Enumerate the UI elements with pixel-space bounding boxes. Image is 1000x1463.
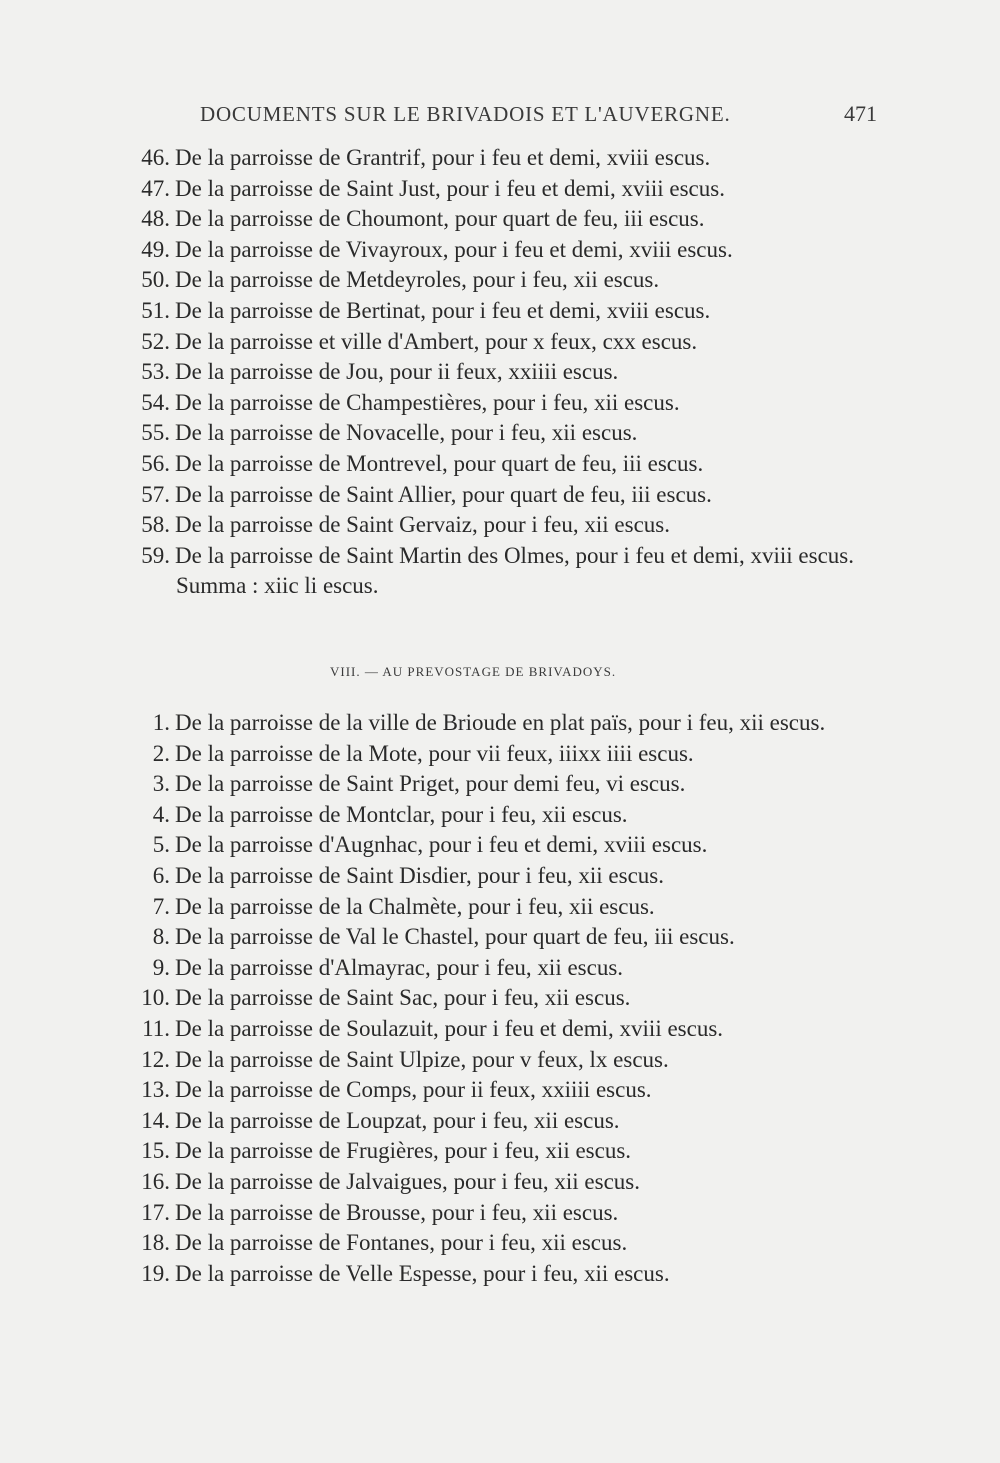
list-item [110,418,910,449]
list-item [110,327,910,358]
list-item [110,1259,910,1290]
item-text: De la parroisse de Vivayroux, pour i feu et demi, xviii escus. [175,236,733,262]
item-text: De la parroisse de Saint Disdier, pour i feu, xii escus. [175,862,664,888]
item-text: De la parroisse de Frugières, pour i feu, xii escus. [175,1138,632,1164]
list-item [110,739,910,770]
item-text: De la parroisse de Saint Gervaiz, pour i feu, xii escus. [175,512,670,538]
item-number: 7. [152,893,170,919]
item-text: De la parroisse de Saint Ulpize, pour v feux, lx escus. [175,1046,669,1072]
list-item [110,800,910,831]
list-item [110,861,910,892]
list-item [110,1198,910,1229]
list-item [110,830,910,861]
list-item [110,922,910,953]
parish-list-part-2 [110,708,910,1289]
item-number: 59. [141,542,170,568]
item-number: 53. [141,359,170,385]
item-text: De la parroisse de Fontanes, pour i feu, xii escus. [175,1230,628,1256]
item-number: 14. [141,1107,170,1133]
item-text: De la parroisse de Choumont, pour quart de feu, iii escus. [175,206,705,232]
running-header: DOCUMENTS SUR LE BRIVADOIS ET L'AUVERGNE. [200,102,731,126]
item-number: 46. [141,145,170,170]
item-text: De la parroisse d'Augnhac, pour i feu et demi, xviii escus. [175,832,708,858]
item-text: De la parroisse de Grantrif, pour i feu et demi, xviii escus. [175,145,711,170]
item-text: De la parroisse de Saint Priget, pour demi feu, vi escus. [175,771,686,797]
item-number: 56. [141,450,170,476]
list-item [110,388,910,419]
item-number: 47. [141,175,170,201]
item-text: De la parroisse de Val le Chastel, pour quart de feu, iii escus. [175,924,735,950]
item-text: De la parroisse de Novacelle, pour i feu, xii escus. [175,420,638,446]
item-text: De la parroisse de Soulazuit, pour i feu et demi, xviii escus. [175,1015,724,1041]
item-text: De la parroisse de la Chalmète, pour i feu, xii escus. [175,893,655,919]
list-item [110,265,910,296]
item-text: De la parroisse de Bertinat, pour i feu et demi, xviii escus. [175,297,711,323]
list-item [110,1136,910,1167]
list-item [110,1106,910,1137]
page-number: 471 [844,101,877,126]
item-number: 4. [152,801,170,827]
item-text: De la parroisse de la ville de Brioude en plat païs, pour i feu, xii escus. [175,710,826,735]
item-text: De la parroisse de Champestières, pour i feu, xii escus. [175,389,680,415]
list-item [110,480,910,511]
item-number: 2. [152,740,170,766]
item-text: De la parroisse de Saint Allier, pour quart de feu, iii escus. [175,481,712,507]
section-title: VIII. — AU PREVOSTAGE DE BRIVADOYS. [330,664,617,679]
item-text: De la parroisse de Comps, pour ii feux, xxiiii escus. [175,1077,652,1103]
list-item [110,1075,910,1106]
item-text: De la parroisse de Montclar, pour i feu, xii escus. [175,801,628,827]
list-item [110,953,910,984]
item-number: 54. [141,389,170,415]
item-number: 57. [141,481,170,507]
item-number: 12. [141,1046,170,1072]
item-text: De la parroisse de Saint Just, pour i feu et demi, xviii escus. [175,175,725,201]
item-number: 52. [141,328,170,354]
list-item [110,1045,910,1076]
list-item [110,235,910,266]
item-text: De la parroisse et ville d'Ambert, pour x feux, cxx escus. [175,328,698,354]
item-number: 50. [141,267,170,293]
list-item [110,174,910,205]
list-item [110,708,910,739]
list-item [110,357,910,388]
list-item [110,510,910,541]
item-text: De la parroisse de Saint Sac, pour i feu, xii escus. [175,985,631,1011]
item-number: 10. [141,985,170,1011]
item-number: 5. [152,832,170,858]
item-number: 19. [141,1260,170,1286]
item-number: 11. [142,1015,170,1041]
list-item [110,204,910,235]
item-number: 9. [152,954,170,980]
list-item [110,143,910,174]
item-number: 1. [152,710,170,735]
item-text: De la parroisse d'Almayrac, pour i feu, xii escus. [175,954,624,980]
list-item [110,541,910,572]
item-number: 8. [152,924,170,950]
item-text: De la parroisse de Velle Espesse, pour i feu, xii escus. [175,1260,670,1286]
item-number: 3. [152,771,170,797]
list-item [110,296,910,327]
list-item [110,1228,910,1259]
list-item [110,769,910,800]
item-number: 58. [141,512,170,538]
item-number: 15. [141,1138,170,1164]
item-text: De la parroisse de Montrevel, pour quart de feu, iii escus. [175,450,704,476]
list-item [110,1014,910,1045]
item-number: 6. [152,862,170,888]
item-text: De la parroisse de Jou, pour ii feux, xxiiii escus. [175,359,619,385]
item-number: 48. [141,206,170,232]
list-item [110,1167,910,1198]
list-item [110,983,910,1014]
item-number: 18. [141,1230,170,1256]
item-text: De la parroisse de Jalvaigues, pour i feu, xii escus. [175,1168,640,1194]
item-text: De la parroisse de Brousse, pour i feu, xii escus. [175,1199,619,1225]
item-number: 51. [141,297,170,323]
item-number: 49. [141,236,170,262]
item-number: 16. [141,1168,170,1194]
item-number: 55. [141,420,170,446]
summa-total: Summa : xiic li escus. [176,573,379,599]
item-text: De la parroisse de Metdeyroles, pour i feu, xii escus. [175,267,660,293]
list-item [110,449,910,480]
item-text: De la parroisse de la Mote, pour vii feux, iiixx iiii escus. [175,740,694,766]
item-text: De la parroisse de Loupzat, pour i feu, xii escus. [175,1107,620,1133]
list-item [110,892,910,923]
item-number: 13. [141,1077,170,1103]
parish-list-part-1 [110,143,910,602]
item-text: De la parroisse de Saint Martin des Olmes, pour i feu et demi, xviii escus. [175,542,854,568]
item-number: 17. [141,1199,170,1225]
